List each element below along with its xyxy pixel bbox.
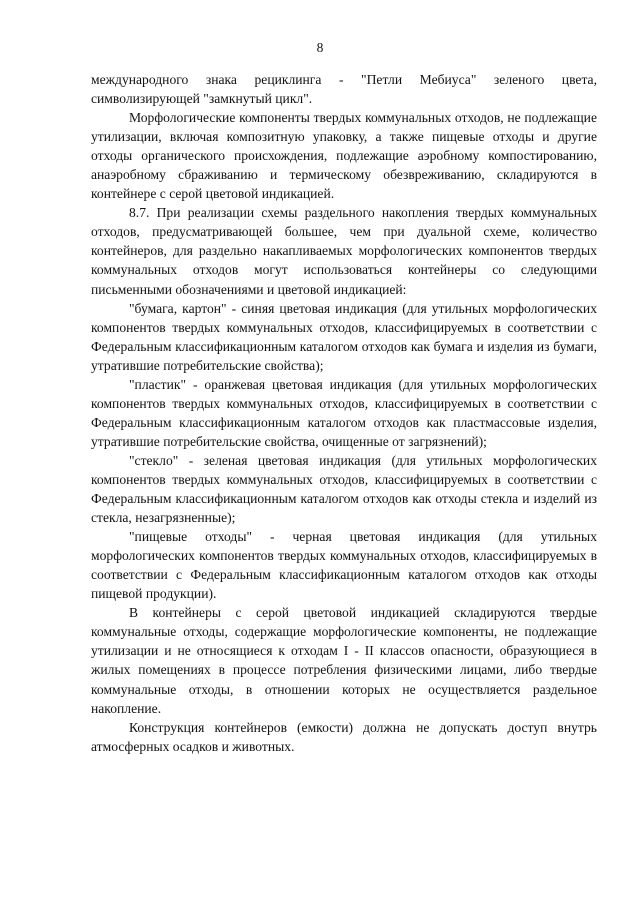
- paragraph-non-recyclable-components: Морфологические компоненты твердых коммунальных отходов, не подлежащие утилизации, включая композитную упаковку, а также пищевые отходы и другие отходы органического происхождения, подлежащие аэробному компостированию, анаэробному сбраживанию и термическому обезвреживанию, складируются в контейнере с серой цветовой индикацией.: [91, 110, 597, 202]
- paragraph-paper-cardboard: "бумага, картон" - синяя цветовая индикация (для утильных морфологических компонентов твердых коммунальных отходов, классифицируемых в соответствии с Федеральным классификационным каталогом отходов как бумага и изделия из бумаги, утратившие потребительские свойства);: [91, 300, 597, 373]
- paragraph-section-8-7: 8.7. При реализации схемы раздельного накопления твердых коммунальных отходов, предусматривающей большее, чем при дуальной схеме, количество контейнеров, для раздельно накапливаемых морфологических компонентов твердых коммунальных отходов могут использоваться контейнеры со следующими письменными обозначениями и цветовой индикацией:: [91, 205, 597, 297]
- paragraph-grey-containers: В контейнеры с серой цветовой индикацией складируются твердые коммунальные отходы, содержащие морфологические компоненты, не подлежащие утилизации и не относящиеся к отходам I - II классов опасности, образующиеся в жилых помещениях в процессе потребления физическими лицами, либо твердые коммунальные отходы, в отношении которых не осуществляется раздельное накопление.: [91, 605, 597, 716]
- page-number: 8: [316, 40, 324, 55]
- paragraph-food-waste: "пищевые отходы" - черная цветовая индикация (для утильных морфологических компонентов твердых коммунальных отходов, классифицируемых в соответствии с Федеральным классификационным каталогом отходов как отходы пищевой продукции).: [91, 529, 597, 602]
- paragraph-continuation: международного знака рециклинга - "Петли Мебиуса" зеленого цвета, символизирующей "замкнутый цикл".: [91, 72, 597, 107]
- paragraph-glass: "стекло" - зеленая цветовая индикация (для утильных морфологических компонентов твердых коммунальных отходов, классифицируемых в соответствии с Федеральным классификационным каталогом отходов как отходы стекла и изделий из стекла, незагрязненные);: [91, 452, 597, 526]
- paragraph-container-design: Конструкция контейнеров (емкости) должна не допускать доступ внутрь атмосферных осадков и животных.: [91, 719, 597, 754]
- document-body: [91, 70, 597, 756]
- paragraph-plastic: "пластик" - оранжевая цветовая индикация (для утильных морфологических компонентов твердых коммунальных отходов, классифицируемых в соответствии с Федеральным классификационным каталогом отходов как пластмассовые изделия, утратившие потребительские свойства, очищенные от загрязнений);: [91, 376, 597, 449]
